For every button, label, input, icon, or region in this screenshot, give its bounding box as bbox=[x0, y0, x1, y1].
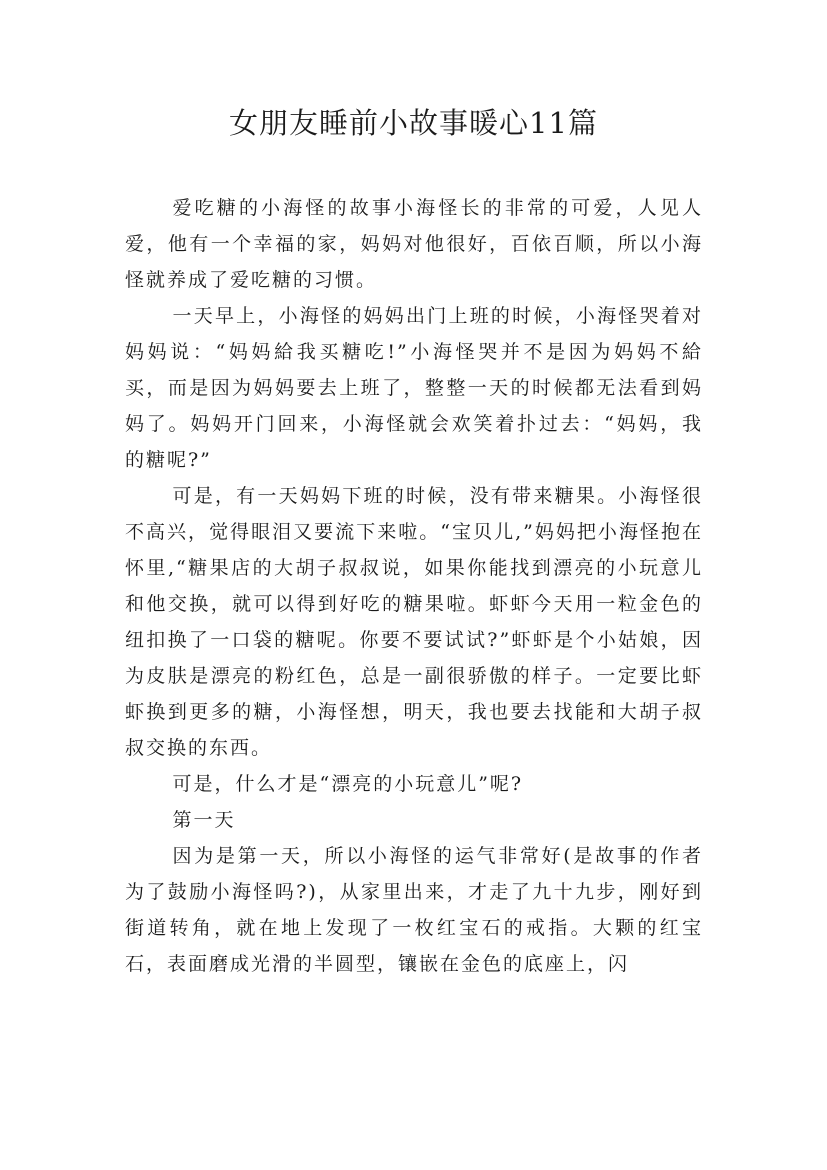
paragraph-5: 因为是第一天，所以小海怪的运气非常好(是故事的作者为了鼓励小海怪吗?)，从家里出来，才走了九十九步，刚好到街道转角，就在地上发现了一枚红宝石的戒指。大颗的红宝石，表面磨成光滑的半圆型，镶嵌在金色的底座上，闪 bbox=[125, 845, 703, 975]
document-title: 女朋友睡前小故事暖心11篇 bbox=[229, 106, 598, 140]
paragraph-3: 可是，有一天妈妈下班的时候，没有带来糖果。小海怪很不高兴，觉得眼泪又要流下来啦。“宝贝儿,”妈妈把小海怪抱在怀里,“糖果店的大胡子叔叔说，如果你能找到漂亮的小玩意儿和他交换，就可以得到好吃的糖果啦。虾虾今天用一粒金色的纽扣换了一口袋的糖呢。你要不要试试?”虾虾是个小姑娘，因为皮肤是漂亮的粉红色，总是一副很骄傲的样子。一定要比虾虾换到更多的糖，小海怪想，明天，我也要去找能和大胡子叔叔交换的东西。 bbox=[125, 485, 703, 759]
paragraph-1: 爱吃糖的小海怪的故事小海怪长的非常的可爱，人见人爱，他有一个幸福的家，妈妈对他很好，百依百顺，所以小海怪就养成了爱吃糖的习惯。 bbox=[125, 197, 703, 291]
paragraph-4: 可是，什么才是“漂亮的小玩意儿”呢? bbox=[172, 773, 524, 795]
document-body bbox=[125, 190, 703, 982]
paragraph-2: 一天早上，小海怪的妈妈出门上班的时候，小海怪哭着对妈妈说：“妈妈給我买糖吃!”小海怪哭并不是因为妈妈不給买，而是因为妈妈要去上班了，整整一天的时候都无法看到妈妈了。妈妈开门回来，小海怪就会欢笑着扑过去：“妈妈，我的糖呢?” bbox=[125, 305, 703, 471]
section-heading-day-one: 第一天 bbox=[172, 809, 236, 831]
